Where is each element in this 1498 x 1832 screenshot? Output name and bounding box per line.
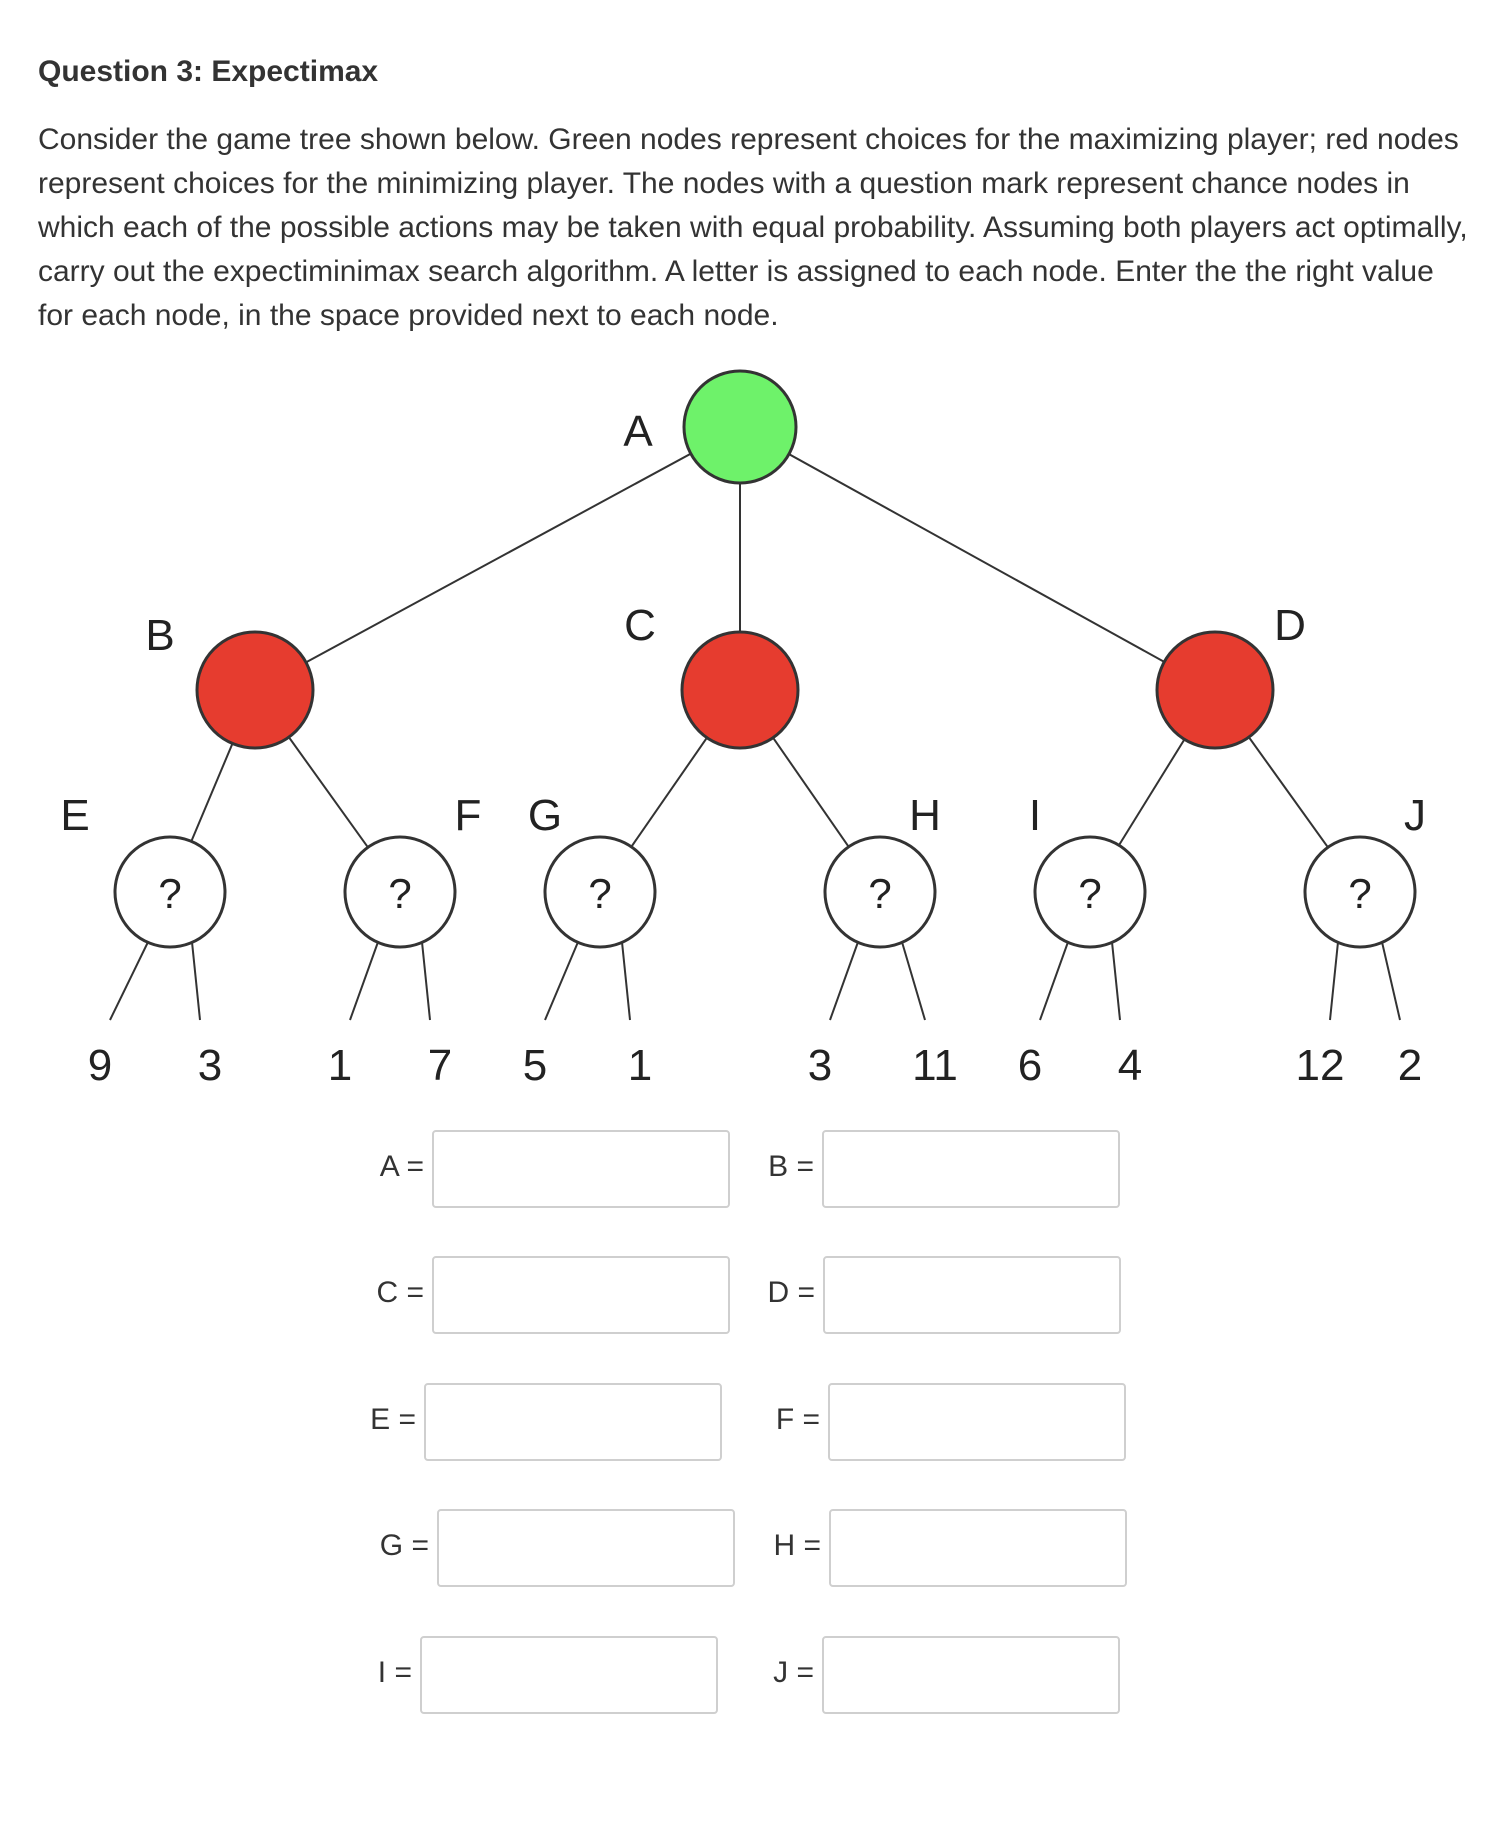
edge-root-B [255,427,740,690]
answer-input-e[interactable] [424,1383,722,1461]
chance-symbol-I: ? [1078,870,1102,917]
edge-I-leaf-0 [1040,942,1068,1020]
chance-symbol-G: ? [588,870,612,917]
answer-label-a: A = [379,1150,424,1183]
chance-symbol-J: ? [1348,870,1372,917]
leaf-value-E-1: 3 [197,1041,223,1090]
node-label-B: B [145,611,175,660]
leaf-value-H-0: 3 [807,1041,833,1090]
answer-input-d[interactable] [823,1256,1121,1334]
leaf-value-E-0: 9 [87,1041,113,1090]
answer-label-j: J = [773,1656,814,1689]
answer-label-h: H = [773,1529,821,1562]
edge-J-leaf-0 [1330,942,1338,1020]
node-label-J: J [1404,791,1426,840]
edge-G-leaf-0 [545,942,578,1020]
answer-input-c[interactable] [432,1256,730,1334]
answer-label-c: C = [376,1276,424,1309]
leaf-value-I-0: 6 [1017,1041,1043,1090]
edge-E-leaf-1 [192,942,200,1020]
answer-input-f[interactable] [828,1383,1126,1461]
answer-input-i[interactable] [420,1636,718,1714]
answer-input-b[interactable] [822,1130,1120,1208]
node-label-A: A [623,407,653,456]
answer-input-g[interactable] [437,1509,735,1587]
answer-label-f: F = [775,1403,820,1436]
max-node-A [684,371,796,483]
leaf-value-J-0: 12 [1295,1041,1345,1090]
leaf-value-G-0: 5 [522,1041,548,1090]
edge-H-leaf-0 [830,942,858,1020]
edge-F-leaf-0 [350,942,378,1020]
node-label-F: F [454,791,482,840]
answer-input-a[interactable] [432,1130,730,1208]
min-node-B [197,632,313,748]
leaf-value-I-1: 4 [1117,1041,1143,1090]
answer-label-e: E = [370,1403,416,1436]
question-text: Consider the game tree shown below. Green nodes represent choices for the maximizing player; red nodes represent choices for the minimizing player. The nodes with a question mark represent chance nodes in which each of the possible actions may be taken with equal probability. Assuming both players act optimally, carry out the expectiminimax search algorithm. A letter is assigned to each node. Enter the the right value for each node, in the space provided next to each node. [38,123,1468,332]
leaf-value-F-1: 7 [427,1041,453,1090]
edge-I-leaf-1 [1112,942,1120,1020]
node-label-C: C [624,601,656,650]
node-label-H: H [909,791,941,840]
edge-F-leaf-1 [422,942,430,1020]
leaf-value-J-1: 2 [1397,1041,1423,1090]
answer-label-b: B = [768,1150,814,1183]
answer-label-g: G = [379,1529,429,1562]
answer-label-d: D = [767,1276,815,1309]
node-label-E: E [60,791,90,840]
chance-symbol-E: ? [158,870,182,917]
edge-root-D [740,427,1215,690]
edge-H-leaf-1 [902,942,925,1020]
question-title: Question 3: Expectimax [38,55,379,88]
answer-input-j[interactable] [822,1636,1120,1714]
edge-G-leaf-1 [622,942,630,1020]
edge-E-leaf-0 [110,942,148,1020]
tree-nodes [115,371,1415,947]
answer-label-i: I = [377,1656,412,1689]
chance-symbol-F: ? [388,870,412,917]
node-label-D: D [1274,601,1306,650]
leaf-value-G-1: 1 [627,1041,653,1090]
node-label-I: I [1028,791,1042,840]
min-node-C [682,632,798,748]
edge-J-leaf-1 [1382,942,1400,1020]
node-label-G: G [527,791,563,840]
chance-symbol-H: ? [868,870,892,917]
leaf-value-H-1: 11 [912,1041,958,1090]
min-node-D [1157,632,1273,748]
leaf-value-F-0: 1 [327,1041,353,1090]
answer-input-h[interactable] [829,1509,1127,1587]
